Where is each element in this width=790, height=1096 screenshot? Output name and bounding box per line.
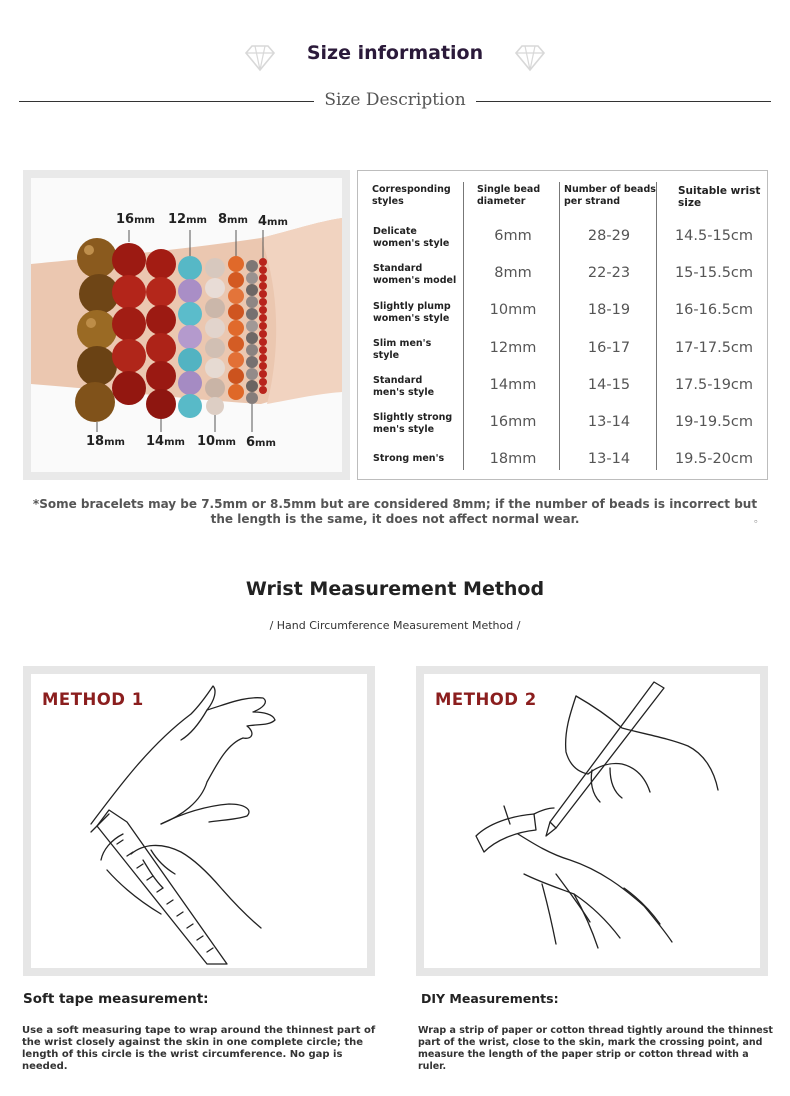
table-cell-beads: 13-14 — [587, 414, 631, 430]
table-divider — [463, 182, 464, 470]
table-cell-beads: 16-17 — [587, 340, 631, 356]
table-header-diameter: Single bead diameter — [477, 184, 541, 207]
method-1-caption-body: Use a soft measuring tape to wrap around the thinnest part of the wrist closely against the skin in one complete circle; the length of this circle is the wrist circumference. No gap is needed. — [22, 1025, 376, 1072]
table-cell-diameter: 8mm — [494, 265, 532, 281]
table-cell-style: Standard women's model — [373, 263, 457, 286]
bead-size-label: 6mm — [246, 435, 276, 450]
table-cell-style: Slightly strong men's style — [373, 412, 453, 435]
table-cell-wrist: 19.5-20cm — [674, 451, 754, 467]
bead-size-label: 10mm — [197, 434, 236, 449]
table-cell-diameter: 6mm — [494, 228, 532, 244]
method-2-caption-title: DIY Measurements: — [421, 991, 559, 1006]
section-subtitle: / Hand Circumference Measurement Method / — [269, 619, 521, 632]
table-cell-wrist: 17.5-19cm — [674, 377, 754, 393]
bead-size-label: 14mm — [146, 434, 185, 449]
table-cell-diameter: 12mm — [489, 340, 537, 356]
table-cell-style: Slightly plump women's style — [373, 301, 451, 324]
method-2-caption-body: Wrap a strip of paper or cotton thread tightly around the thinnest part of the wrist, close to the skin, mark the crossing point, and measure the length of the paper strip or cotton thread with a ruler. — [418, 1025, 773, 1072]
bead-size-label: 4mm — [258, 214, 288, 229]
method-1-caption-title: Soft tape measurement: — [23, 991, 209, 1007]
table-cell-beads: 13-14 — [587, 451, 631, 467]
table-cell-style: Standard men's style — [373, 375, 435, 398]
page-subtitle: Size Description — [324, 90, 466, 110]
divider-right — [476, 101, 771, 102]
table-cell-style: Delicate women's style — [373, 226, 450, 249]
table-cell-wrist: 19-19.5cm — [674, 414, 754, 430]
table-cell-diameter: 16mm — [489, 414, 537, 430]
table-cell-wrist: 15-15.5cm — [674, 265, 754, 281]
method-1-label: METHOD 1 — [42, 690, 144, 709]
table-cell-style: Strong men's — [373, 453, 445, 464]
table-cell-style: Slim men's style — [373, 338, 432, 361]
bead-size-label: 8mm — [218, 212, 248, 227]
table-header-style: Corresponding styles — [372, 184, 451, 207]
paper-strip-illustration — [424, 674, 760, 968]
section-title: Wrist Measurement Method — [245, 578, 545, 600]
bead-size-label: 12mm — [168, 212, 207, 227]
table-cell-diameter: 18mm — [489, 451, 537, 467]
diamond-icon — [513, 40, 547, 74]
table-header-wrist: Suitable wrist size — [678, 185, 761, 209]
table-cell-diameter: 10mm — [489, 302, 537, 318]
table-cell-beads: 18-19 — [587, 302, 631, 318]
table-cell-wrist: 17-17.5cm — [674, 340, 754, 356]
method-2-illustration — [424, 674, 760, 968]
table-cell-wrist: 16-16.5cm — [674, 302, 754, 318]
tape-measure-illustration — [31, 674, 367, 968]
table-cell-beads: 14-15 — [587, 377, 631, 393]
table-header-beads: Number of beads per strand — [564, 184, 656, 207]
note-mark: 。 — [754, 514, 764, 525]
table-cell-wrist: 14.5-15cm — [674, 228, 754, 244]
method-1-illustration — [31, 674, 367, 968]
page-title: Size information — [306, 42, 484, 64]
bead-size-label: 16mm — [116, 212, 155, 227]
table-cell-beads: 22-23 — [587, 265, 631, 281]
method-2-label: METHOD 2 — [435, 690, 537, 709]
bead-size-label: 18mm — [86, 434, 125, 449]
table-cell-diameter: 14mm — [489, 377, 537, 393]
table-cell-beads: 28-29 — [587, 228, 631, 244]
size-note: *Some bracelets may be 7.5mm or 8.5mm but are considered 8mm; if the number of beads is incorrect but the length is the same, it does not affect normal wear. — [32, 497, 758, 526]
